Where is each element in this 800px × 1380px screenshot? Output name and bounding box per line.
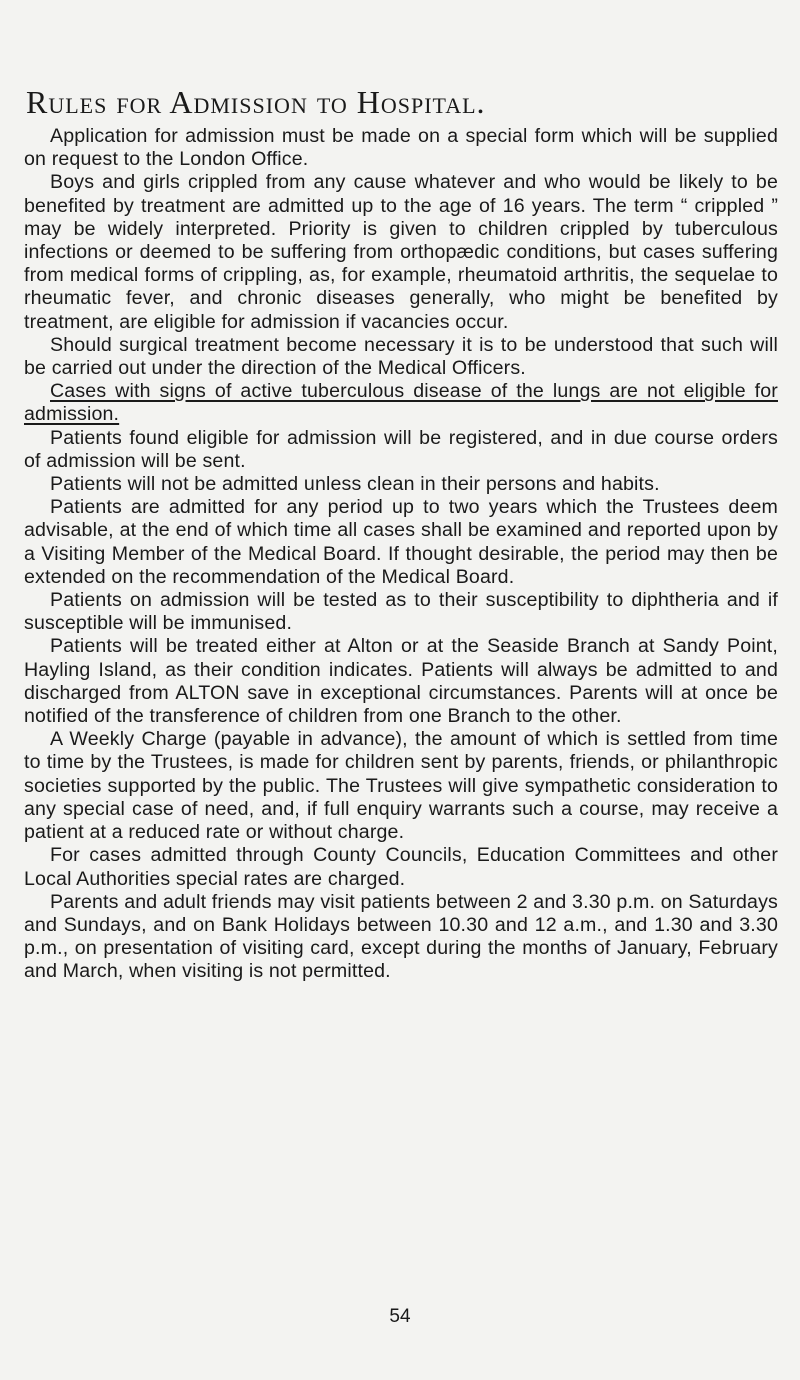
document-page	[24, 83, 778, 984]
rule-registration: Patients found eligible for admission will be registered, and in due course orders of admission will be sent.	[24, 426, 778, 472]
rule-tuberculous-lungs: Cases with signs of active tuberculous disease of the lungs are not eligible for admission.	[24, 380, 778, 426]
rule-local-authorities: For cases admitted through County Councils, Education Committees and other Local Authorities special rates are charged.	[24, 844, 778, 890]
rule-admission-period: Patients are admitted for any period up to two years which the Trustees deem advisable, at the end of which time all cases shall be examined and reported upon by a Visiting Member of the Medical Board. If thought desirable, the period may then be extended on the recommendation of the Medical Board.	[24, 496, 778, 588]
page-number: 54	[389, 1306, 411, 1327]
page-title: Rules for Admission to Hospital.	[26, 84, 486, 120]
rule-branches: Patients will be treated either at Alton or at the Seaside Branch at Sandy Point, Hayling Island, as their condition indicates. Patients will always be admitted to and discharged from ALTON save in exceptional circumstances. Parents will at once be notified of the transference of children from one Branch to the other.	[24, 635, 778, 728]
rule-cleanliness: Patients will not be admitted unless clean in their persons and habits.	[50, 473, 660, 496]
rule-visiting: Parents and adult friends may visit patients between 2 and 3.30 p.m. on Saturdays and Sundays, and on Bank Holidays between 10.30 and 12 a.m., and 1.30 and 3.30 p.m., on presentation of visiting card, except during the months of January, February and March, when visiting is not permitted.	[24, 890, 778, 983]
rule-diphtheria: Patients on admission will be tested as to their susceptibility to diphtheria and if susceptible will be immunised.	[24, 589, 778, 635]
rule-application-form: Application for admission must be made on a special form which will be supplied on request to the London Office.	[24, 125, 778, 171]
rule-weekly-charge: A Weekly Charge (payable in advance), the amount of which is settled from time to time by the Trustees, is made for children sent by parents, friends, or philanthropic societies supported by the public. The Trustees will give sympathetic consideration to any special case of need, and, if full enquiry warrants such a course, may receive a patient at a reduced rate or without charge.	[24, 728, 778, 844]
rule-surgical-treatment: Should surgical treatment become necessary it is to be understood that such will be carried out under the direction of the Medical Officers.	[24, 333, 778, 380]
rule-eligibility-age: Boys and girls crippled from any cause whatever and who would be likely to be benefited by treatment are admitted up to the age of 16 years. The term “ crippled ” may be widely interpreted. Priority is given to children crippled by tuberculous infections or deemed to be suffering from orthopædic conditions, but cases suffering from medical forms of crippling, as, for example, rheumatoid arthritis, the sequelae to rheumatic fever, and chronic diseases generally, who might be benefited by treatment, are eligible for admission if vacancies occur.	[24, 171, 778, 333]
